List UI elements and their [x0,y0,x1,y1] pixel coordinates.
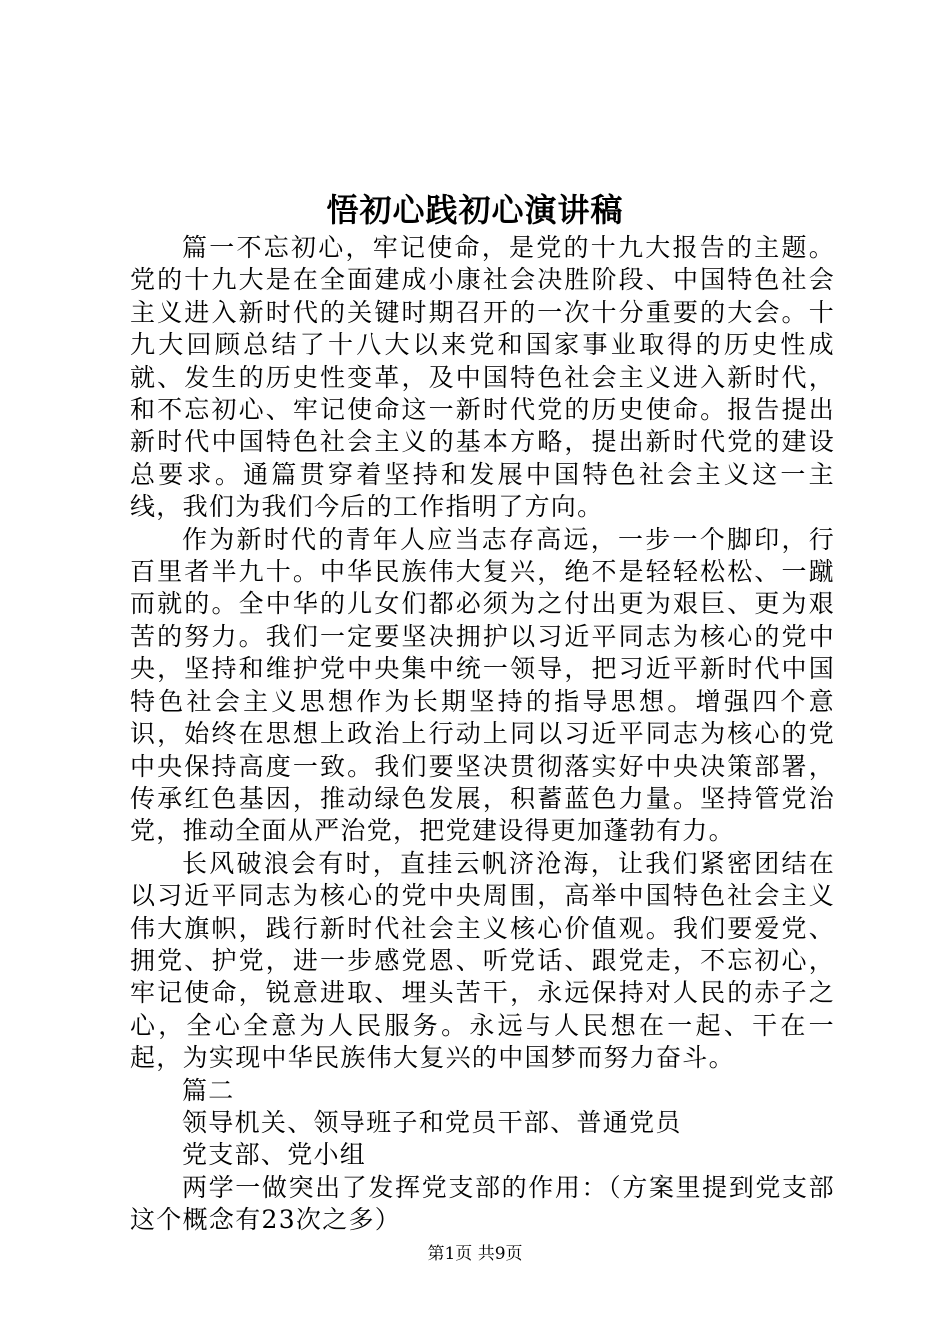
paragraph-1: 篇一不忘初心，牢记使命，是党的十九大报告的主题。党的十九大是在全面建成小康社会决胜阶段、中国特色社会主义进入新时代的关键时期召开的一次十分重要的大会。十九大回顾总结了十八大以来党和国家事业取得的历史性成就、发生的历史性变革，及中国特色社会主义进入新时代，和不忘初心、牢记使命这一新时代党的历史使命。报告提出新时代中国特色社会主义的基本方略，提出新时代党的建设总要求。通篇贯穿着坚持和发展中国特色社会主义这一主线，我们为我们今后的工作指明了方向。 [130,233,835,522]
paragraph-3: 长风破浪会有时，直挂云帆济沧海，让我们紧密团结在以习近平同志为核心的党中央周围，高举中国特色社会主义伟大旗帜，践行新时代社会主义核心价值观。我们要爱党、拥党、护党，进一步感党恩、听党话、跟党走，不忘初心，牢记使命，锐意进取、埋头苦干，永远保持对人民的赤子之心，全心全意为人民服务。永远与人民想在一起、干在一起，为实现中华民族伟大复兴的中国梦而努力奋斗。 [130,848,835,1073]
paragraph-6: 党支部、党小组 [182,1140,367,1170]
paragraph-5: 领导机关、领导班子和党员干部、普通党员 [182,1107,682,1137]
page-number-footer: 第1页 共9页 [427,1244,523,1264]
paragraph-2: 作为新时代的青年人应当志存高远，一步一个脚印，行百里者半九十。中华民族伟大复兴，绝不是轻轻松松、一蹴而就的。全中华的儿女们都必须为之付出更为艰巨、更为艰苦的努力。我们一定要坚决拥护以习近平同志为核心的党中央，坚持和维护党中央集中统一领导，把习近平新时代中国特色社会主义思想作为长期坚持的指导思想。增强四个意识，始终在思想上政治上行动上同以习近平同志为核心的党中央保持高度一致。我们要坚决贯彻落实好中央决策部署，传承红色基因，推动绿色发展，积蓄蓝色力量。坚持管党治党，推动全面从严治党，把党建设得更加蓬勃有力。 [130,524,835,846]
document-title: 悟初心践初心演讲稿 [326,191,624,229]
section-heading-part-two: 篇二 [182,1075,235,1105]
paragraph-7: 两学一做突出了发挥党支部的作用：（方案里提到党支部这个概念有23次之多） [130,1172,835,1235]
document-body [130,232,835,1237]
